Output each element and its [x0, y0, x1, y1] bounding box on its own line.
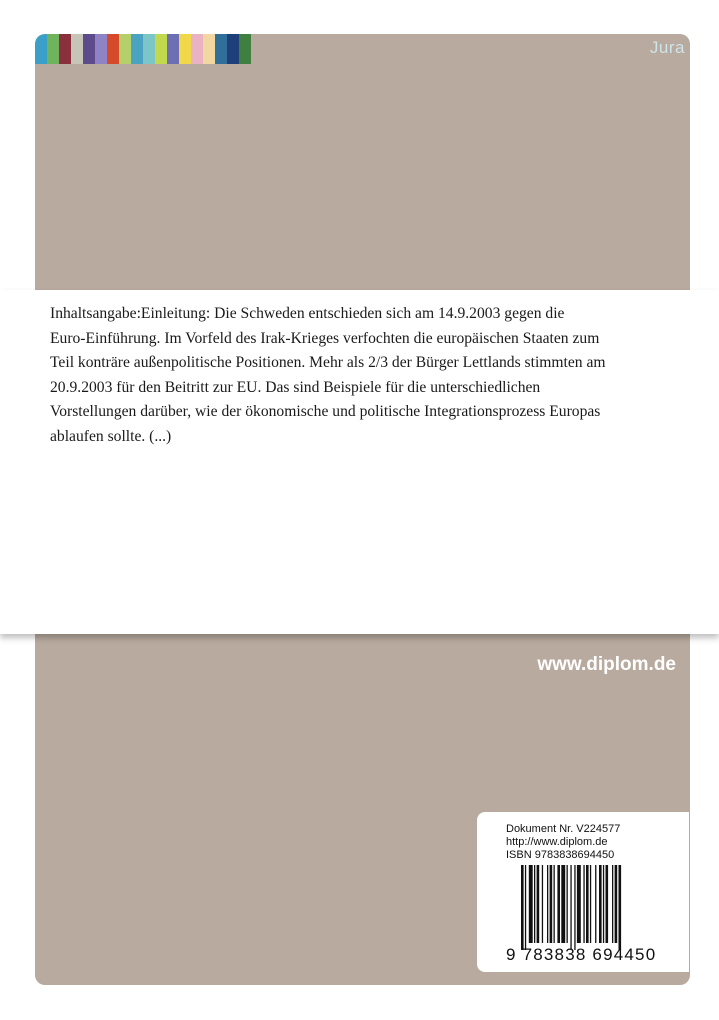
color-stripe — [35, 34, 47, 64]
isbn-number: ISBN 9783838694450 — [506, 849, 615, 862]
document-url: http://www.diplom.de — [506, 836, 608, 849]
isbn-box — [477, 812, 689, 972]
abstract-line: ablaufen sollte. (...) — [50, 427, 172, 445]
color-stripe — [83, 34, 95, 64]
color-stripe — [179, 34, 191, 64]
document-meta — [506, 823, 620, 863]
abstract-line: 20.9.2003 für den Beitritt zur EU. Das sind Beispiele für die unterschiedlichen — [50, 378, 541, 396]
color-stripes — [35, 34, 251, 64]
abstract-line: Vorstellungen darüber, wie der ökonomische und politische Integrationsprozess Europas — [50, 403, 601, 420]
color-stripe — [95, 34, 107, 64]
abstract-section — [0, 290, 719, 634]
barcode-digits: 9 783838 694450 — [506, 945, 657, 964]
color-stripe — [239, 34, 251, 64]
color-stripe — [227, 34, 239, 64]
color-stripe — [143, 34, 155, 64]
color-stripe — [107, 34, 119, 64]
color-stripe — [203, 34, 215, 64]
color-stripe — [167, 34, 179, 64]
color-stripe — [131, 34, 143, 64]
color-stripe — [47, 34, 59, 64]
color-stripe — [215, 34, 227, 64]
cover-bottom-panel — [35, 634, 690, 985]
abstract-line: Teil konträre außenpolitische Positionen. Mehr als 2/3 der Bürger Lettlands stimmten am — [50, 354, 606, 371]
abstract-line: Euro-Einführung. Im Vorfeld des Irak-Krieges verfochten die europäischen Staaten zum — [50, 329, 600, 347]
barcode-icon — [521, 865, 673, 950]
color-stripe — [59, 34, 71, 64]
color-stripe — [119, 34, 131, 64]
abstract-text — [50, 302, 690, 449]
website-label: www.diplom.de — [537, 654, 676, 675]
color-stripe — [191, 34, 203, 64]
cover-top-panel — [35, 34, 690, 290]
category-label: Jura — [649, 38, 685, 57]
document-number: Dokument Nr. V224577 — [506, 823, 621, 835]
color-stripe — [155, 34, 167, 64]
abstract-line: Inhaltsangabe:Einleitung: Die Schweden entschieden sich am 14.9.2003 gegen die — [50, 305, 565, 322]
color-stripe — [71, 34, 83, 64]
